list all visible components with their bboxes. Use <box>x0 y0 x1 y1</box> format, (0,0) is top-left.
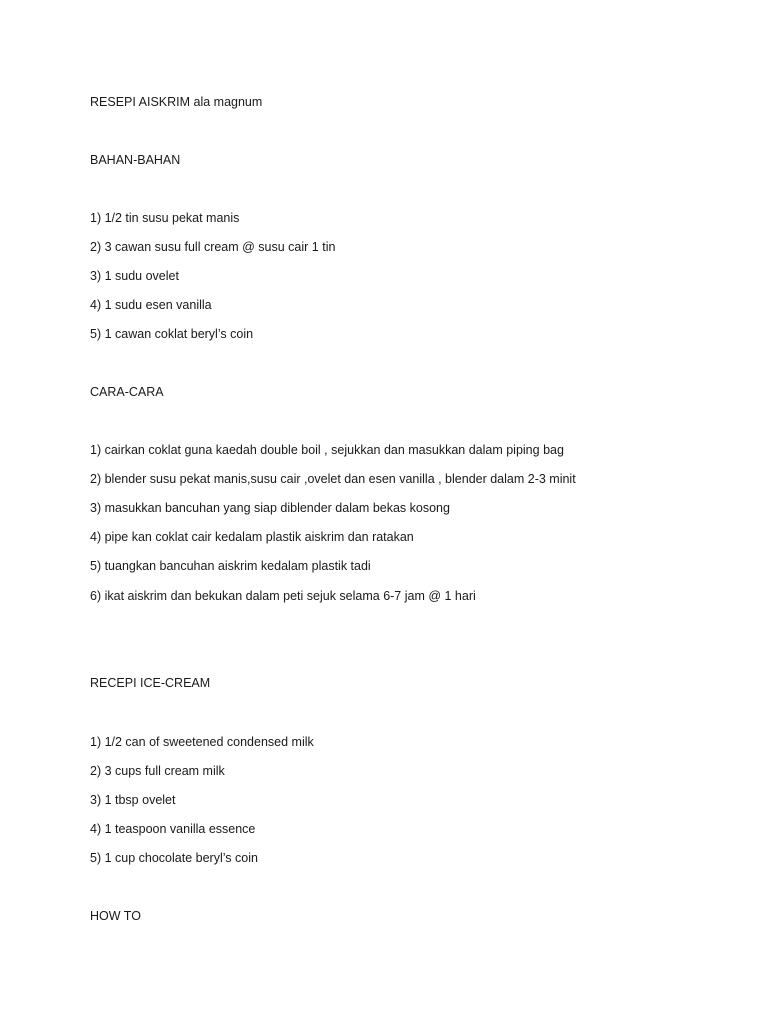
step-item: 2) blender susu pekat manis,susu cair ,ovelet dan esen vanilla , blender dalam 2-3 minit <box>90 472 576 486</box>
english-steps-heading: HOW TO <box>90 909 141 923</box>
step-item: 4) pipe kan coklat cair kedalam plastik aiskrim dan ratakan <box>90 530 414 544</box>
ingredients-heading: BAHAN-BAHAN <box>90 153 181 167</box>
english-heading: RECEPI ICE-CREAM <box>90 676 211 690</box>
document-title: RESEPI AISKRIM ala magnum <box>90 95 263 109</box>
ingredient-item: 2) 3 cawan susu full cream @ susu cair 1 tin <box>90 240 336 254</box>
step-item: 5) tuangkan bancuhan aiskrim kedalam plastik tadi <box>90 559 371 573</box>
ingredient-item-en: 1) 1/2 can of sweetened condensed milk <box>90 735 314 749</box>
ingredient-item-en: 3) 1 tbsp ovelet <box>90 793 176 807</box>
ingredient-item-en: 4) 1 teaspoon vanilla essence <box>90 822 256 836</box>
step-item: 6) ikat aiskrim dan bekukan dalam peti sejuk selama 6-7 jam @ 1 hari <box>90 589 476 603</box>
ingredient-item: 4) 1 sudu esen vanilla <box>90 298 212 312</box>
steps-heading: CARA-CARA <box>90 385 164 399</box>
ingredient-item-en: 5) 1 cup chocolate beryl’s coin <box>90 851 258 865</box>
ingredient-item-en: 2) 3 cups full cream milk <box>90 764 225 778</box>
step-item: 1) cairkan coklat guna kaedah double boil , sejukkan dan masukkan dalam piping bag <box>90 443 564 457</box>
ingredient-item: 3) 1 sudu ovelet <box>90 269 179 283</box>
step-item: 3) masukkan bancuhan yang siap diblender dalam bekas kosong <box>90 501 450 515</box>
ingredient-item: 5) 1 cawan coklat beryl’s coin <box>90 327 254 341</box>
ingredient-item: 1) 1/2 tin susu pekat manis <box>90 211 240 225</box>
